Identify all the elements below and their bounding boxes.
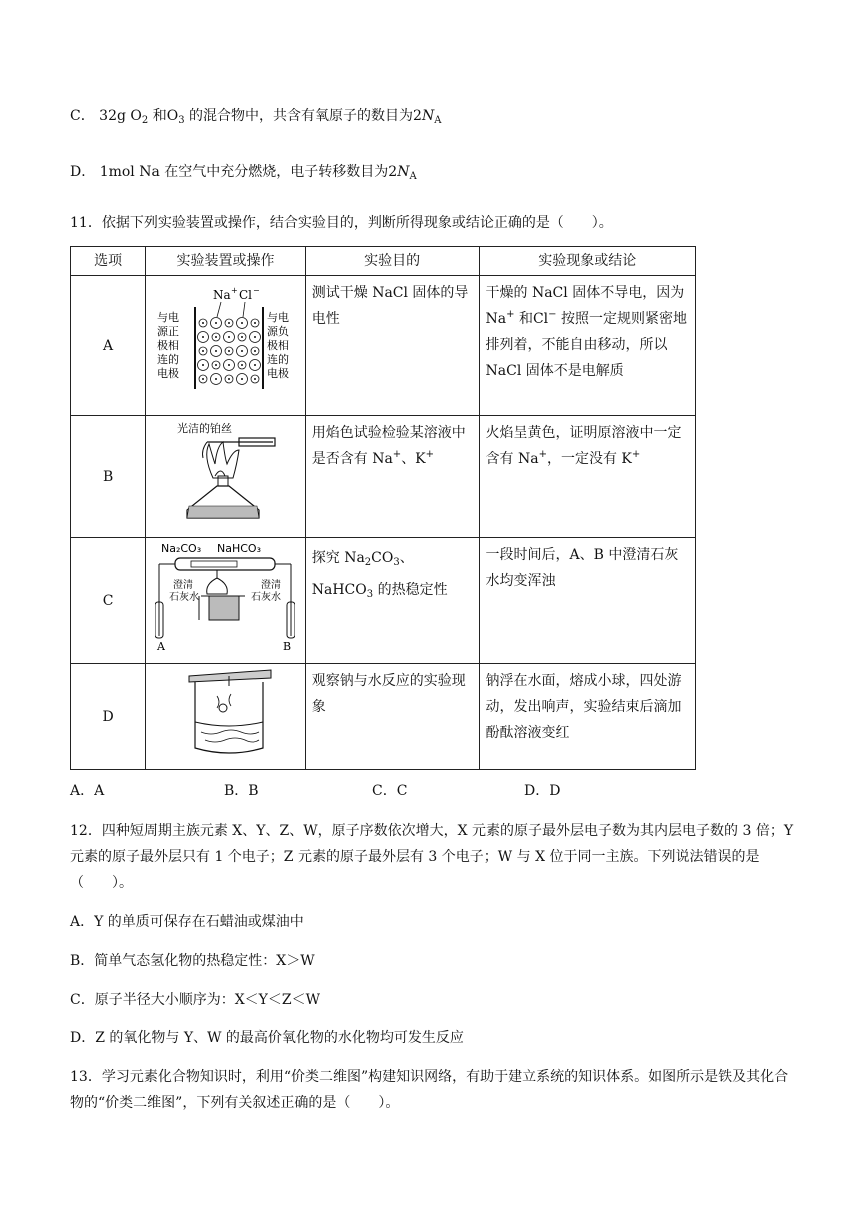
q12-option-c: C．原子半径大小顺序为：X＜Y＜Z＜W bbox=[70, 992, 321, 1008]
header-apparatus: 实验装置或操作 bbox=[146, 247, 306, 276]
svg-text:+: + bbox=[231, 286, 239, 295]
row-result: 干燥的 NaCl 固体不导电，因为Na+ 和Cl− 按照一定规则紧密地排列着，不能自由移动，所以 NaCl 固体不是电解质 bbox=[479, 276, 695, 416]
ion-center bbox=[254, 364, 256, 366]
answer-b: B．B bbox=[224, 783, 259, 799]
q10-option-c: C． 32g $O_2$ 和$O_3$ 的混合物中，共含有氧原子的数目为$2N_A$ bbox=[70, 108, 442, 126]
ion-center bbox=[254, 350, 256, 352]
svg-text:与电: 与电 bbox=[267, 311, 290, 324]
ion-center bbox=[241, 322, 243, 324]
table-row bbox=[71, 416, 696, 538]
svg-text:源负: 源负 bbox=[267, 325, 290, 338]
ion-center bbox=[254, 336, 256, 338]
svg-text:电极: 电极 bbox=[157, 367, 180, 380]
svg-text:Na₂CO₃: Na₂CO₃ bbox=[161, 542, 202, 555]
svg-text:连的: 连的 bbox=[157, 353, 180, 366]
svg-text:电极: 电极 bbox=[267, 367, 290, 380]
ion-center bbox=[202, 378, 204, 380]
ion-center bbox=[215, 378, 217, 380]
svg-text:极相: 极相 bbox=[157, 339, 180, 352]
svg-text:澄清: 澄清 bbox=[261, 580, 282, 591]
row-option: D bbox=[71, 664, 146, 770]
header-aim: 实验目的 bbox=[305, 247, 479, 276]
row-aim: 探究 $Na_2CO_3$、 NaHCO$_3$ 的热稳定性 bbox=[305, 538, 479, 664]
table-header-row bbox=[71, 247, 696, 276]
ion-center bbox=[202, 322, 204, 324]
q13-stem: 13．学习元素化合物知识时，利用“价类二维图”构建知识网络，有助于建立系统的知识体系。如图所示是铁及其化合物的“价类二维图”，下列有关叙述正确的是（ ）。 bbox=[70, 1069, 789, 1111]
row-result: 一段时间后，A、B 中澄清石灰水均变浑浊 bbox=[479, 538, 695, 664]
svg-text:光洁的铂丝: 光洁的铂丝 bbox=[177, 422, 233, 435]
row-option: C bbox=[71, 538, 146, 664]
table-row bbox=[71, 276, 696, 416]
table-row bbox=[71, 664, 696, 770]
q12-option-a: A．Y 的单质可保存在石蜡油或煤油中 bbox=[70, 914, 304, 930]
svg-text:石灰水: 石灰水 bbox=[169, 592, 200, 603]
ion-center bbox=[202, 336, 204, 338]
sodium-water-figure bbox=[146, 664, 306, 770]
ion-lattice bbox=[198, 318, 261, 385]
ion-center bbox=[215, 336, 217, 338]
svg-text:B: B bbox=[283, 640, 292, 652]
answer-a: A．A bbox=[70, 783, 105, 799]
svg-text:连的: 连的 bbox=[267, 353, 290, 366]
row-result: 钠浮在水面，熔成小球，四处游动，发出响声，实验结束后滴加酚酞溶液变红 bbox=[479, 664, 695, 770]
row-aim: 用焰色试验检验某溶液中是否含有 Na+、K+ bbox=[305, 416, 479, 538]
ion-center bbox=[241, 350, 243, 352]
svg-text:极相: 极相 bbox=[267, 339, 290, 352]
flame-test-figure bbox=[146, 416, 306, 538]
ion-center bbox=[228, 350, 230, 352]
ion-center bbox=[241, 378, 243, 380]
ion-center bbox=[254, 322, 256, 324]
nacl-lattice-figure bbox=[146, 276, 306, 416]
ion-center bbox=[228, 378, 230, 380]
row-aim: 观察钠与水反应的实验现象 bbox=[305, 664, 479, 770]
row-result: 火焰呈黄色，证明原溶液中一定含有 Na+，一定没有 K+ bbox=[479, 416, 695, 538]
answer-c: C．C bbox=[372, 783, 408, 799]
q10-option-d: D． 1mol Na 在空气中充分燃烧，电子转移数目为$2N_A$ bbox=[70, 164, 417, 182]
q12-stem: 12．四种短周期主族元素 X、Y、Z、W，原子序数依次增大，X 元素的原子最外层电子数为其内层电子数的 3 倍；Y 元素的原子最外层只有 1 个电子；Z 元素的原子最外层有 3 个电子；W 与 X 位于同一主族。下列说法错误的是（ ）。 bbox=[70, 823, 794, 891]
ion-center bbox=[228, 322, 230, 324]
header-option: 选项 bbox=[71, 247, 146, 276]
thermal-stability-diagram bbox=[155, 540, 295, 652]
svg-text:澄清: 澄清 bbox=[173, 580, 194, 591]
ion-center bbox=[254, 378, 256, 380]
svg-text:源正: 源正 bbox=[157, 325, 180, 338]
q11-stem: 11．依据下列实验装置或操作，结合实验目的，判断所得现象或结论正确的是（ ）。 bbox=[70, 215, 613, 231]
ion-center bbox=[202, 350, 204, 352]
ion-center bbox=[228, 364, 230, 366]
nacl-lattice-diagram bbox=[151, 285, 299, 397]
q12-option-d: D．Z 的氧化物与 Y、W 的最高价氧化物的水化物均可发生反应 bbox=[70, 1030, 464, 1046]
ion-center bbox=[215, 364, 217, 366]
row-option: B bbox=[71, 416, 146, 538]
svg-text:NaHCO₃: NaHCO₃ bbox=[217, 542, 262, 555]
thermal-stability-figure bbox=[146, 538, 306, 664]
header-result: 实验现象或结论 bbox=[479, 247, 695, 276]
ion-center bbox=[202, 364, 204, 366]
ion-center bbox=[241, 364, 243, 366]
ion-center bbox=[215, 322, 217, 324]
svg-text:石灰水: 石灰水 bbox=[251, 592, 282, 603]
svg-text:A: A bbox=[157, 640, 166, 652]
flame-test-diagram bbox=[155, 418, 295, 526]
ion-center bbox=[215, 350, 217, 352]
ion-center bbox=[241, 336, 243, 338]
svg-text:与电: 与电 bbox=[157, 311, 180, 324]
sodium-water-diagram bbox=[165, 666, 285, 758]
svg-text:−: − bbox=[253, 286, 261, 295]
table-row bbox=[71, 538, 696, 664]
ion-center bbox=[228, 336, 230, 338]
row-option: A bbox=[71, 276, 146, 416]
svg-text:Na: Na bbox=[213, 288, 232, 302]
row-aim: 测试干燥 NaCl 固体的导电性 bbox=[305, 276, 479, 416]
experiment-table bbox=[70, 246, 696, 770]
q12-option-b: B．简单气态氢化物的热稳定性：X＞W bbox=[70, 953, 315, 969]
svg-text:Cl: Cl bbox=[239, 288, 253, 302]
answer-d: D．D bbox=[524, 783, 561, 799]
